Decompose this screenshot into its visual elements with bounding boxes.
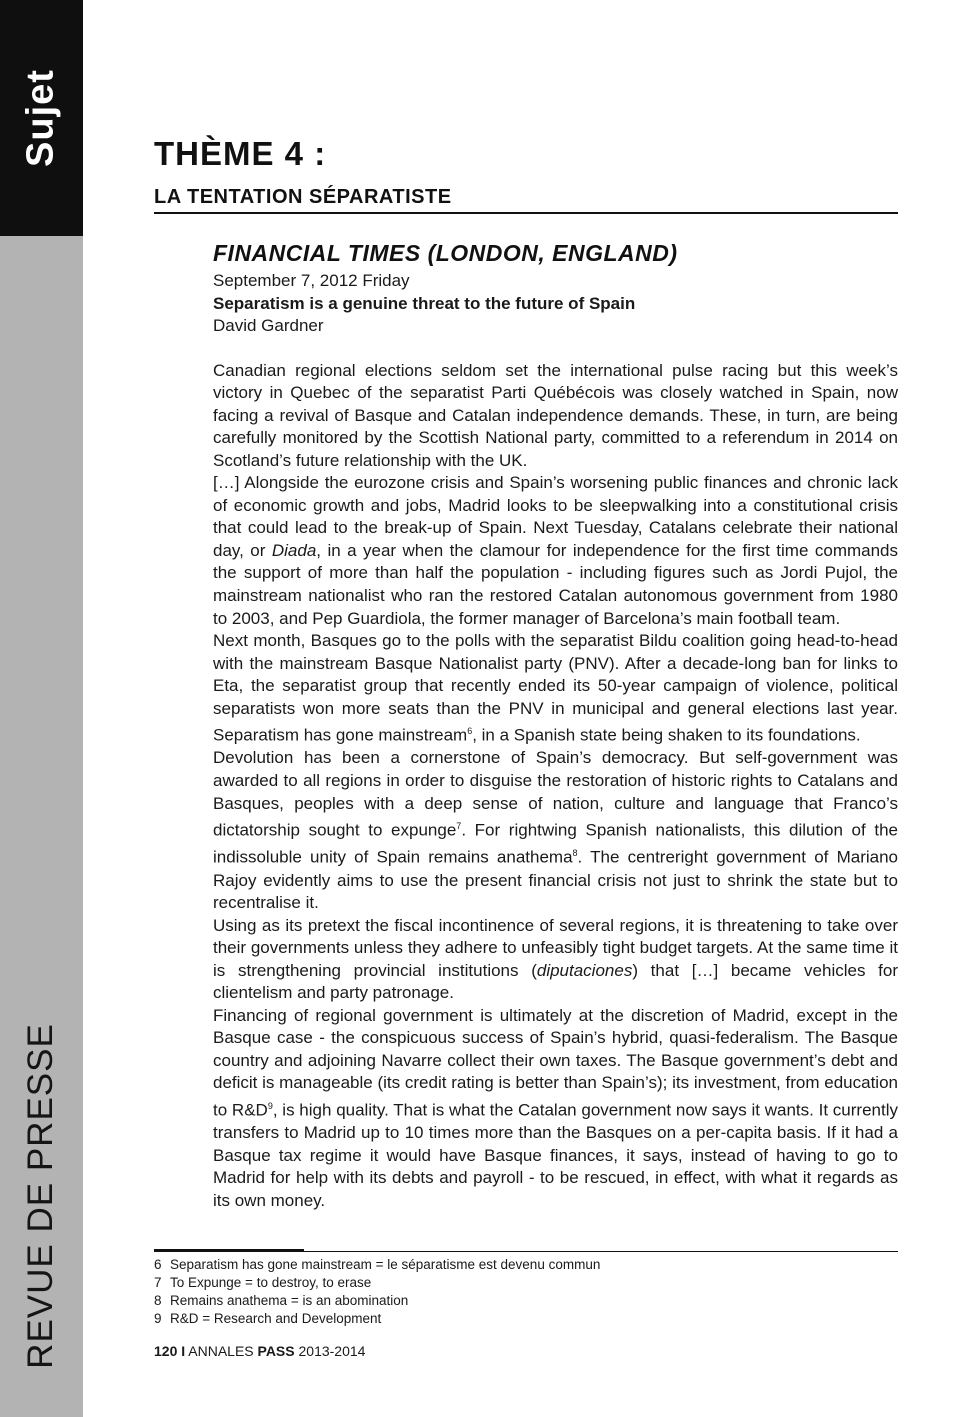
article (213, 240, 898, 1212)
theme-subtitle: LA TENTATION SÉPARATISTE (154, 186, 452, 208)
footnote (154, 1274, 898, 1292)
footnote-text: To Expunge = to destroy, to erase (170, 1275, 372, 1290)
footnote-number: 9 (154, 1311, 162, 1326)
article-paragraph: Devolution has been a cornerstone of Spain’s democracy. But self-government was awarded to all regions in order to disguise the restoration of historic rights to Catalans and Basques, peoples with a deep sense of nation, culture and language that Franco’s dictatorship sought to expunge$^7$. For rightwing Spanish nationalists, this dilution of the indissoluble unity of Spain remains anathema$^8$. The centreright government of Mariano Rajoy evidently aims to use the present financial crisis not just to shrink the state but to recentralise it. (213, 748, 898, 913)
footnote-number: 7 (154, 1275, 162, 1290)
article-body (213, 360, 898, 1213)
sidebar (0, 0, 83, 1417)
page-number: 120 (154, 1343, 178, 1359)
footer-years: 2013-2014 (298, 1343, 366, 1359)
title-divider (154, 212, 898, 214)
footnote-number: 6 (154, 1257, 162, 1272)
footnote (154, 1256, 898, 1274)
footnotes (154, 1256, 898, 1328)
article-author: David Gardner (213, 316, 324, 335)
article-paragraph: Canadian regional elections seldom set the international pulse racing but this week’s victory in Quebec of the separatist Parti Québécois was closely watched in Spain, now facing a revival of Basque and Catalan independence demands. These, in turn, are being carefully monitored by the Scottish National party, committed to a referendum in 2014 on Scotland’s future relationship with the UK. (213, 360, 898, 470)
sidebar-label-revue-de-presse: REVUE DE PRESSE (21, 1023, 60, 1369)
publication-name: FINANCIAL TIMES (LONDON, ENGLAND) (213, 240, 678, 266)
footnote-text: Separatism has gone mainstream = le séparatisme est devenu commun (170, 1257, 601, 1272)
article-paragraph: Using as its pretext the fiscal incontinence of several regions, it is threatening to take over their governments unless they adhere to unfeasibly tight budget targets. At the same time it is strengthening provincial institutions (diputaciones) that […] became vehicles for clientelism and party patronage. (213, 915, 898, 1003)
footer-separator: I (181, 1343, 186, 1359)
article-paragraph: Next month, Basques go to the polls with the separatist Bildu coalition going head-to-head with the mainstream Basque Nationalist party (PNV). After a decade-long ban for links to Eta, the separatist group that recently ended its 50-year campaign of violence, political separatists won more seats than the PNV in municipal and general elections last year. Separatism has gone mainstream$^6$, in a Spanish state being shaken to its foundations. (213, 631, 898, 745)
article-paragraph: […] Alongside the eurozone crisis and Spain’s worsening public finances and chronic lack of economic growth and jobs, Madrid looks to be sleepwalking into a constitutional crisis that could lead to the break-up of Spain. Next Tuesday, Catalans celebrate their national day, or Diada, in a year when the clamour for independence for the first time commands the support of more than half the population - including figures such as Jordi Pujol, the mainstream nationalist who ran the restored Catalan autonomous government from 1980 to 2003, and Pep Guardiola, the former manager of Barcelona’s main football team. (213, 473, 899, 628)
footnote-text: Remains anathema = is an abomination (170, 1293, 409, 1308)
footnote-divider (154, 1251, 898, 1252)
theme-title: THÈME 4 : (154, 135, 327, 172)
footer-brand: PASS (257, 1343, 295, 1359)
page-footer (154, 1343, 365, 1359)
footer-annales: ANNALES (188, 1343, 254, 1359)
article-headline: Separatism is a genuine threat to the future of Spain (213, 293, 636, 313)
article-meta (213, 270, 898, 338)
article-date: September 7, 2012 Friday (213, 271, 410, 290)
footnote-text: R&D = Research and Development (170, 1311, 382, 1326)
footnote-number: 8 (154, 1293, 162, 1308)
footnote (154, 1292, 898, 1310)
footnote (154, 1310, 898, 1328)
article-paragraph: Financing of regional government is ultimately at the discretion of Madrid, except in the Basque case - the conspicuous success of Spain’s hybrid, quasi-federalism. The Basque country and adjoining Navarre collect their own taxes. The Basque government’s debt and deficit is manageable (its credit rating is better than Spain’s); its investment, from education to $R\&D^9$, is high quality. That is what the Catalan government now says it wants. It currently transfers to Madrid up to 10 times more than the Basques on a per-capita basis. If it had a Basque tax regime it would have Basque finances, it says, instead of having to go to Madrid for help with its debts and payroll - to be rescued, in effect, with what it regards as its own money. (213, 1005, 898, 1210)
sidebar-label-sujet: Sujet (19, 69, 62, 167)
